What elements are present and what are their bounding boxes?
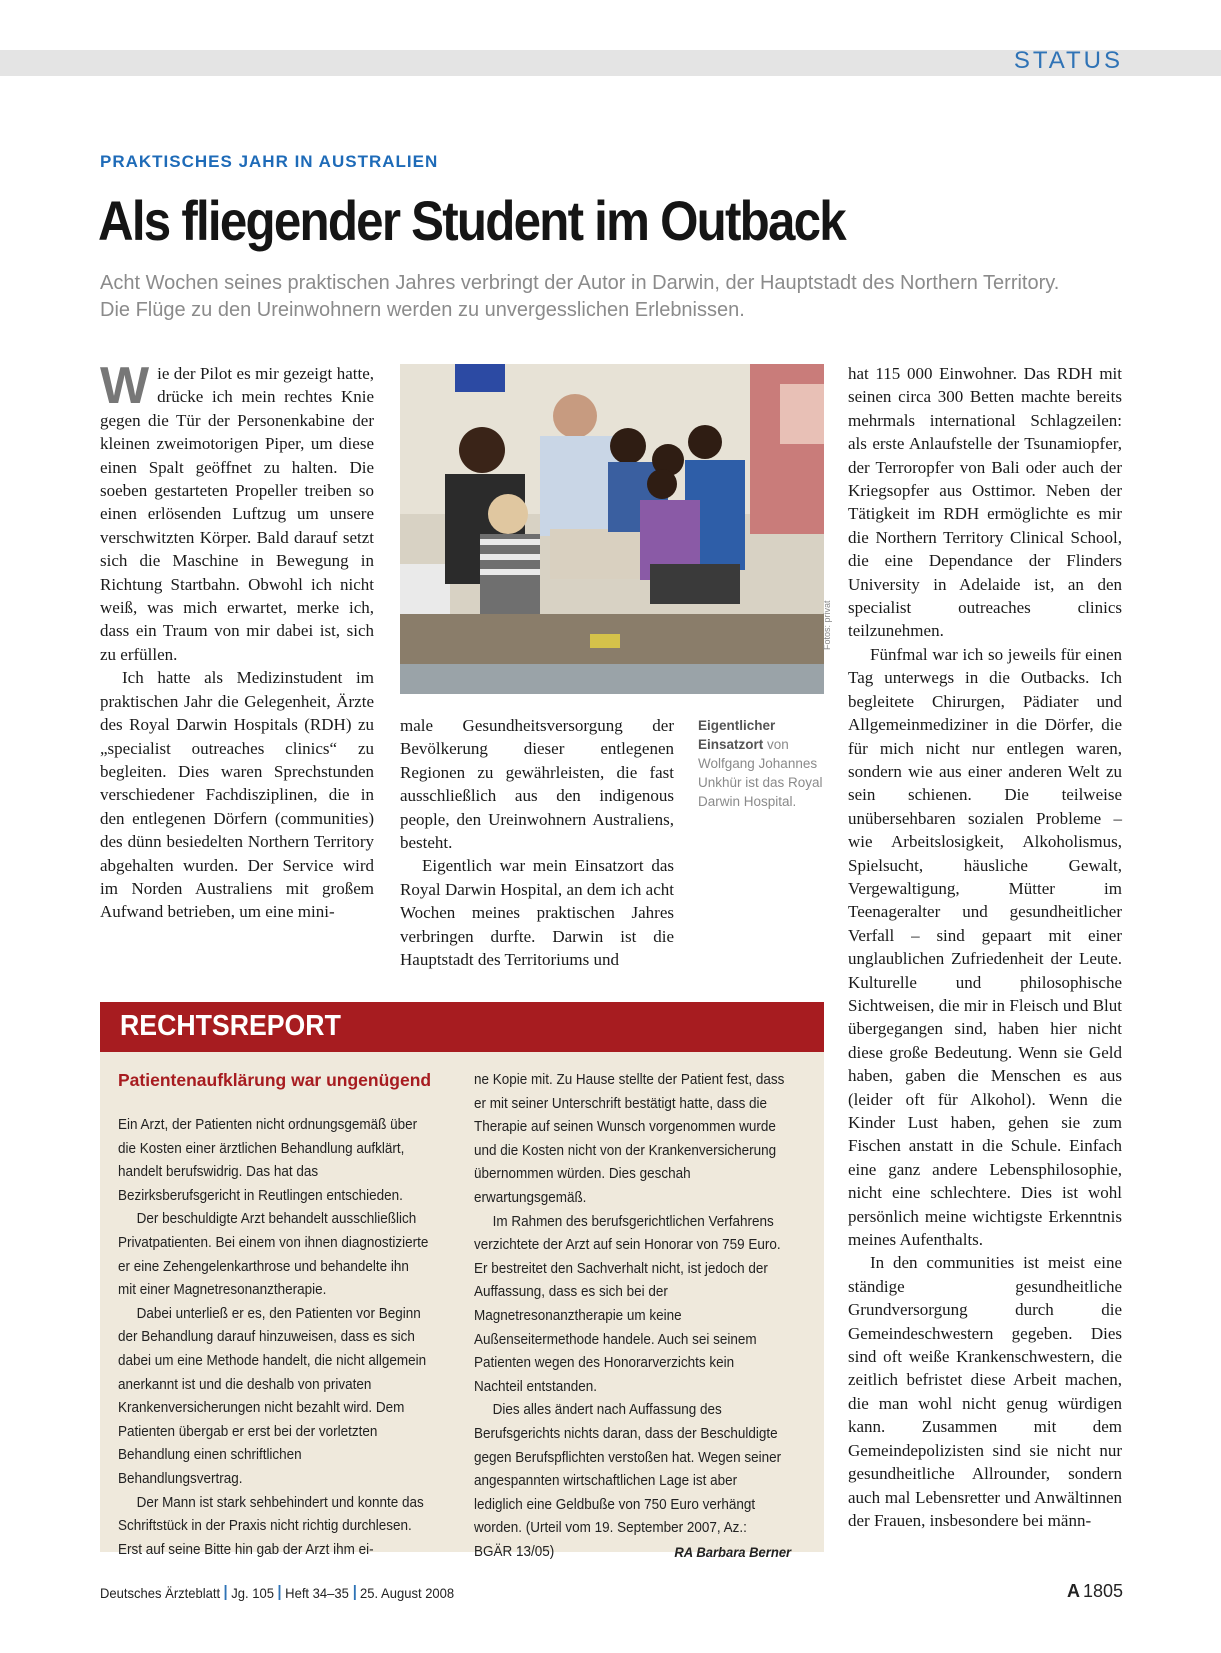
footer-separator xyxy=(279,1585,281,1600)
page-prefix: A xyxy=(1066,1581,1080,1601)
rechtsreport-column-right xyxy=(474,1069,792,1564)
article-column-1 xyxy=(100,357,374,924)
drop-cap: W xyxy=(100,357,150,415)
footer-separator xyxy=(225,1585,227,1600)
rechtsreport-paragraph: Dabei unterließ er es, den Patienten vor Beginn der Behandlung darauf hinzuweisen, dass es sich dabei um eine Methode handelt, die nicht allgemein anerkannt ist und die deshalb von privaten Krankenversicherungen nicht bezahlt wird. Dem Patienten übergab er erst bei der vorletzten Behandlung einen schriftlichen Behandlungsvertrag. xyxy=(118,1305,427,1487)
rechtsreport-paragraph: Der beschuldigte Arzt behandelt ausschließlich Privatpatienten. Bei einem von ihnen diagnostizierte er eine Zehengelenkarthrose und behandelte ihn mit einer Magnetresonanztherapie. xyxy=(118,1211,429,1299)
article-paragraph: Fünfmal war ich so jeweils für einen Tag unterwegs in die Outbacks. Ich begleitete Chirurgen, Pädiater und Allgemeinmediziner in die Dörfer, die für mich nicht nur entlegen waren, sondern wie aus einer anderen Welt zu sein schienen. Die teilweise unübersehbaren sozialen Probleme – wie Arbeitslosigkeit, Alkoholismus, Spielsucht, häusliche Gewalt, Vergewaltigung, Mütter im Teenageralter und gesundheitlicher Verfall – sind gepaart mit einer unglaublichen Zufriedenheit der Leute. Kulturelle und philosophische Sichtweisen, die mir in Fleisch und Blut übergegangen sind, haben hier nicht diese große Bedeutung. Wenn sie Geld haben, gaben die Menschen es aus (leider oft für Alkohol). Wenn die Kinder Lust haben, gehen sie zum Fischen anstatt in die Schule. Einfach eine ganz andere Lebensphilosophie, nicht eine schlechtere. Dies ist wohl persönlich meine wichtigste Erkenntnis meines Aufenthalts. xyxy=(848,644,1122,1250)
article-lead: Acht Wochen seines praktischen Jahres verbringt der Autor in Darwin, der Hauptstadt des Northern Territory. Die Flüge zu den Ureinwohnern werden zu unvergesslichen Erlebnissen. xyxy=(100,272,1060,321)
page-number: A 1805 xyxy=(1066,1581,1123,1601)
rechtsreport-subtitle: Patientenaufklärung war ungenügend xyxy=(118,1070,432,1090)
footer-issue: Heft 34–35 xyxy=(285,1585,349,1601)
article-paragraph: Ich hatte als Medizinstudent im praktischen Jahr die Gelegenheit, Ärzte des Royal Darwin Hospitals (RDH) zu „specialist outreaches clinics“ zu begleiten. Dies waren Sprechstunden verschiedener Fachdisziplinen, die in den entlegenen Dörfern (communities) des dünn besiedelten Northern Territory abgehalten wurden. Der Service wird im Norden Australiens mit großem Aufwand betrieben, um eine mini- xyxy=(100,668,374,922)
article-kicker: PRAKTISCHES JAHR IN AUSTRALIEN xyxy=(100,152,439,171)
article-paragraph: Wie der Pilot es mir gezeigt hatte, drücke ich mein rechtes Knie gegen die Tür der Personenkabine der kleinen zweimotorigen Piper, um diese einen Spalt geöffnet zu halten. Die soeben gestarteten Propeller treiben so einen erlösenden Luftzug um unsere verschwitzten Körper. Bald darauf setzt sich die Maschine in Bewegung in Richtung Startbahn. Obwohl ich nicht weiß, was mich erwartet, merke ich, dass ein Traum von mir dabei ist, sich zu erfüllen. xyxy=(100,357,374,664)
footer-date: 25. August 2008 xyxy=(360,1585,455,1601)
footer-volume: Jg. 105 xyxy=(231,1585,275,1601)
rechtsreport-paragraph: Im Rahmen des berufsgerichtlichen Verfahrens verzichtete der Arzt auf sein Honorar von 759 Euro. Er bestreitet den Sachverhalt nicht, ist jedoch der Auffassung, dass es sich bei der Magnetresonanztherapie um keine Außenseitermethode handele. Auch sei seinem Patienten wegen des Honorarverzichts kein Nachteil entstanden. xyxy=(474,1213,781,1395)
footer-citation xyxy=(100,1585,454,1601)
section-label: STATUS xyxy=(1013,47,1123,74)
article-column-3 xyxy=(848,362,1122,1532)
article-paragraph: In den communities ist meist eine ständige gesundheitliche Grundversorgung durch die Gemeindeschwestern gegeben. Dies sind oft weiße Krankenschwestern, die zeitlich befristet diese Arbeit machen, die man wohl nicht genug würdigen kann. Zusammen mit dem Gemeindepolizisten sind sie nicht nur gesundheitliche Allrounder, sondern auch mal Lebensretter und Anwältinnen der Frauen, insbesondere bei männ- xyxy=(848,1253,1122,1530)
caption-bold: Eigentlicher Einsatzort xyxy=(698,718,776,752)
rechtsreport-paragraph: ne Kopie mit. Zu Hause stellte der Patient fest, dass er mit seiner Unterschrift bestätigt hatte, dass die Therapie auf seinen Wunsch vorgenommen wurde und die Kosten nicht von der Krankenversicherung übernommen würden. Dies geschah erwartungsgemäß. xyxy=(474,1072,785,1206)
article-paragraph: male Gesundheitsversorgung der Bevölkerung dieser entlegenen Regionen zu gewährleisten, die fast ausschließlich aus den indigenous people, den Ureinwohnern Australiens, besteht. xyxy=(400,716,674,853)
rechtsreport-author: RA Barbara Berner xyxy=(674,1543,792,1560)
rechtsreport-title: RECHTSREPORT xyxy=(120,1010,341,1042)
rechtsreport-paragraph: Dies alles ändert nach Auffassung des Berufsgerichts nichts daran, dass der Beschuldigte gegen Berufspflichten verstoßen hat. Wegen seiner angespannten wirtschaftlichen Lage ist aber lediglich eine Geldbuße von 750 Euro verhängt worden. (Urteil vom 19. September 2007, Az.: BGÄR 13/05) RA Barbara Berner xyxy=(474,1399,786,1564)
article-column-2 xyxy=(400,714,674,971)
article-paragraph: Eigentlich war mein Einsatzort das Royal Darwin Hospital, an dem ich acht Wochen meines praktischen Jahres verbringen durfte. Darwin ist die Hauptstadt des Territoriums und xyxy=(400,856,674,970)
rechtsreport-paragraph: Der Mann ist stark sehbehindert und konnte das Schriftstück in der Praxis nicht richtig durchlesen. Erst auf seine Bitte hin gab der Arzt ihm ei- xyxy=(118,1494,424,1558)
footer-journal: Deutsches Ärzteblatt xyxy=(100,1585,221,1601)
photo-credit: Fotos: privat xyxy=(822,600,832,650)
article-photo xyxy=(400,364,824,694)
photo-illustration xyxy=(400,364,824,694)
article-paragraph: hat 115 000 Einwohner. Das RDH mit seinen circa 300 Betten machte bereits mehrmals international Schlagzeilen: als erste Anlaufstelle der Tsunamiopfer, der Terroropfer von Bali oder auch der Kriegsopfer aus Osttimor. Neben der Tätigkeit im RDH ermöglichte es mir die Northern Territory Clinical School, die eine Dependance der Flinders University in Adelaide ist, an den specialist outreaches clinics teilzunehmen. xyxy=(848,364,1122,641)
footer-separator xyxy=(354,1585,356,1600)
rechtsreport-column-left xyxy=(118,1114,430,1562)
article-title: Als fliegender Student im Outback xyxy=(98,189,845,252)
rechtsreport-paragraph: Ein Arzt, der Patienten nicht ordnungsgemäß über die Kosten einer ärztlichen Behandlung aufklärt, handelt berufswidrig. Das hat das Bezirksberufsgericht in Reutlingen entschieden. xyxy=(118,1117,418,1204)
photo-caption: Eigentlicher Einsatzort von Wolfgang Johannes Unkhür ist das Royal Darwin Hospital. xyxy=(698,718,823,809)
